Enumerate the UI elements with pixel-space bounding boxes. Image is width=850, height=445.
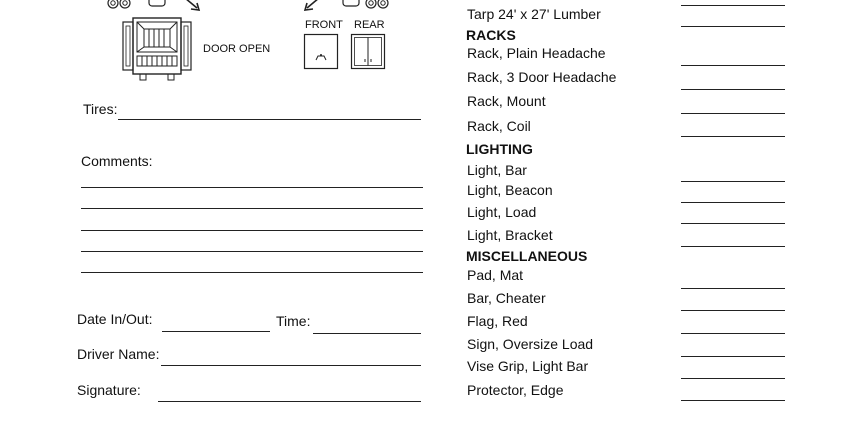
rear-view-icon (351, 34, 385, 70)
comments-line-4[interactable] (81, 233, 423, 252)
date-in-out-label: Date In/Out: (77, 311, 153, 327)
entry-line[interactable] (681, 382, 785, 401)
list-item: Rack, Mount (467, 93, 546, 109)
entry-line[interactable] (681, 71, 785, 90)
comments-line-3[interactable] (81, 212, 423, 231)
door-open-label: DOOR OPEN (203, 43, 271, 55)
time-field[interactable] (313, 315, 421, 334)
comments-line-2[interactable] (81, 190, 423, 209)
list-item: Light, Bar (467, 162, 527, 178)
driver-name-field[interactable] (161, 347, 421, 366)
lighting-heading: LIGHTING (466, 141, 533, 157)
racks-heading: RACKS (466, 27, 516, 43)
list-item: Bar, Cheater (467, 290, 546, 306)
date-in-out-field[interactable] (162, 313, 270, 332)
list-item: Light, Beacon (467, 182, 553, 198)
entry-line[interactable] (681, 95, 785, 114)
list-item: Flag, Red (467, 313, 528, 329)
entry-line[interactable] (681, 205, 785, 224)
list-item: Rack, Coil (467, 118, 531, 134)
comments-label: Comments: (81, 153, 153, 169)
list-item: Light, Bracket (467, 227, 553, 243)
entry-line[interactable] (681, 292, 785, 311)
entry-line[interactable] (681, 270, 785, 289)
comments-line-5[interactable] (81, 254, 423, 273)
list-item: Rack, 3 Door Headache (467, 69, 617, 85)
entry-line[interactable] (681, 0, 785, 6)
time-label: Time: (276, 313, 311, 329)
entry-line[interactable] (681, 118, 785, 137)
entry-line[interactable] (681, 8, 785, 27)
list-item-tarp: Tarp 24' x 27' Lumber (467, 6, 601, 22)
entry-line[interactable] (681, 163, 785, 182)
list-item: Protector, Edge (467, 382, 564, 398)
trailer-door-open-icon (120, 16, 200, 84)
signature-label: Signature: (77, 382, 141, 398)
rear-label: REAR (354, 19, 385, 31)
truck-wheels-right-icon (295, 0, 395, 16)
front-view-icon (304, 34, 338, 70)
entry-line[interactable] (681, 47, 785, 66)
signature-field[interactable] (158, 383, 421, 402)
entry-line[interactable] (681, 360, 785, 379)
tires-label: Tires: (83, 101, 118, 117)
tires-field[interactable] (118, 101, 421, 120)
comments-line-1[interactable] (81, 169, 423, 188)
list-item: Vise Grip, Light Bar (467, 358, 589, 374)
driver-name-label: Driver Name: (77, 346, 160, 362)
entry-line[interactable] (681, 338, 785, 357)
entry-line[interactable] (681, 184, 785, 203)
entry-line[interactable] (681, 315, 785, 334)
list-item: Light, Load (467, 204, 537, 220)
front-label: FRONT (305, 19, 343, 31)
list-item: Pad, Mat (467, 267, 524, 283)
truck-wheels-left-icon (105, 0, 205, 16)
list-item: Rack, Plain Headache (467, 45, 606, 61)
list-item: Sign, Oversize Load (467, 336, 594, 352)
entry-line[interactable] (681, 228, 785, 247)
miscellaneous-heading: MISCELLANEOUS (466, 248, 588, 264)
